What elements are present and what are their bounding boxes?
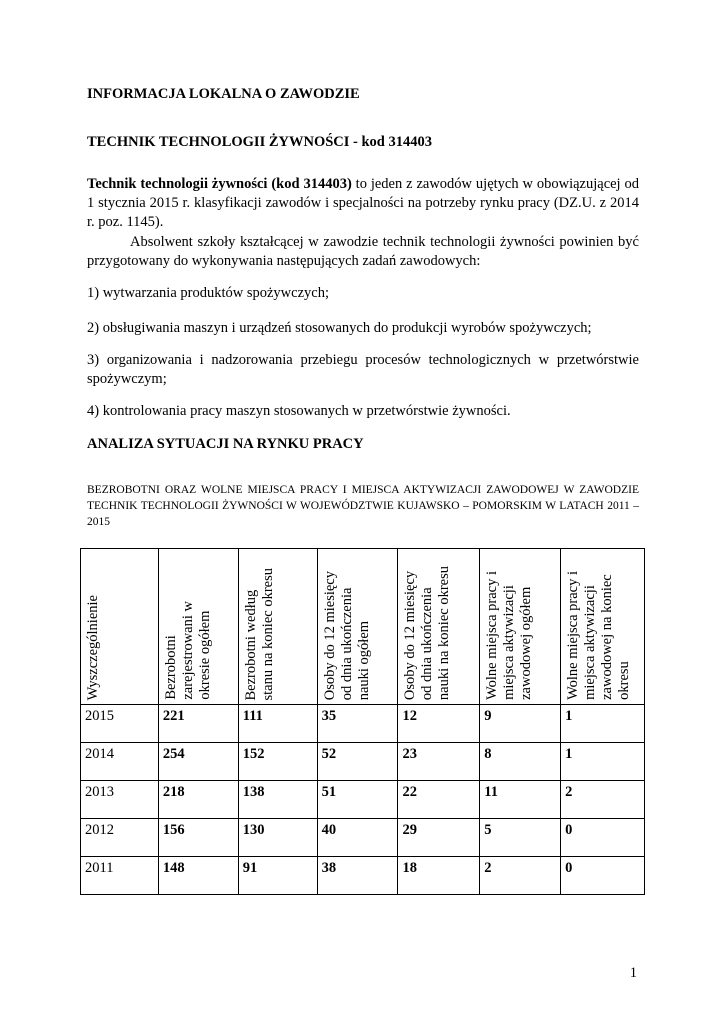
value-cell: 148 xyxy=(158,857,238,895)
value-cell: 52 xyxy=(317,743,398,781)
table-header-row xyxy=(81,549,645,705)
column-header xyxy=(81,549,159,705)
section-title: ANALIZA SYTUACJI NA RYNKU PRACY xyxy=(87,436,364,452)
column-header-line: od dnia ukończenia xyxy=(419,587,436,700)
graduate-paragraph: Absolwent szkoły kształcącej w zawodzie technik technologii żywności powinien być przygotowany do wykonywania następujących zadań zawodowych: xyxy=(87,234,639,269)
column-header xyxy=(398,549,480,705)
value-cell: 51 xyxy=(317,781,398,819)
value-cell: 111 xyxy=(238,705,317,743)
value-cell: 40 xyxy=(317,819,398,857)
value-cell: 22 xyxy=(398,781,480,819)
task-item: 1) wytwarzania produktów spożywczych; xyxy=(87,285,329,301)
column-header-line: miejsca aktywizacji xyxy=(582,585,599,700)
value-cell: 91 xyxy=(238,857,317,895)
value-cell: 38 xyxy=(317,857,398,895)
table-row xyxy=(81,705,645,743)
task-item: 2) obsługiwania maszyn i urządzeń stosowanych do produkcji wyrobów spożywczych; xyxy=(87,320,592,336)
table-caption: BEZROBOTNI ORAZ WOLNE MIEJSCA PRACY I MIEJSCA AKTYWIZACJI ZAWODOWEJ W ZAWODZIE TECHNIK TECHNOLOGII ŻYWNOŚCI W WOJEWÓDZTWIE KUJAWSKO – POMORSKIM W LATACH 2011 – 2015 xyxy=(87,484,639,528)
column-header-label xyxy=(402,566,453,700)
column-header xyxy=(158,549,238,705)
value-cell: 254 xyxy=(158,743,238,781)
column-header-line: zawodowej na koniec xyxy=(599,574,616,700)
year-cell: 2014 xyxy=(81,743,159,781)
document-title: INFORMACJA LOKALNA O ZAWODZIE xyxy=(87,86,360,102)
column-header-label xyxy=(484,571,535,700)
column-header-line: nauki ogółem xyxy=(355,620,372,700)
value-cell: 0 xyxy=(561,819,645,857)
value-cell: 12 xyxy=(398,705,480,743)
value-cell: 35 xyxy=(317,705,398,743)
task-item: 3) organizowania i nadzorowania przebiegu procesów technologicznych w przetwórstwie spożywczym; xyxy=(87,352,639,387)
value-cell: 218 xyxy=(158,781,238,819)
value-cell: 11 xyxy=(480,781,561,819)
column-header-line: okresu xyxy=(616,661,633,700)
column-header-line: od dnia ukończenia xyxy=(338,587,355,700)
value-cell: 138 xyxy=(238,781,317,819)
year-cell: 2013 xyxy=(81,781,159,819)
value-cell: 1 xyxy=(561,743,645,781)
column-header-label xyxy=(322,571,373,700)
year-cell: 2011 xyxy=(81,857,159,895)
column-header-label xyxy=(163,601,214,700)
value-cell: 2 xyxy=(561,781,645,819)
statistics-table xyxy=(80,548,645,895)
intro-rest: to jeden z zawodów ujętych w obowiązującej od 1 stycznia 2015 r. klasyfikacji zawodów i specjalności na potrzeby rynku pracy (DZ.U. z 2014 r. poz. 1145). xyxy=(87,176,639,230)
column-header-label xyxy=(85,595,102,700)
table-row xyxy=(81,781,645,819)
column-header xyxy=(480,549,561,705)
value-cell: 9 xyxy=(480,705,561,743)
column-header-label xyxy=(243,568,277,700)
column-header-line: zarejestrowani w xyxy=(179,601,196,700)
column-header xyxy=(238,549,317,705)
value-cell: 130 xyxy=(238,819,317,857)
column-header xyxy=(561,549,645,705)
value-cell: 0 xyxy=(561,857,645,895)
column-header-line: Osoby do 12 miesięcy xyxy=(321,570,338,700)
value-cell: 1 xyxy=(561,705,645,743)
column-header-line: zawodowej ogółem xyxy=(518,586,535,700)
column-header-line: miejsca aktywizacji xyxy=(501,585,518,700)
page-number: 1 xyxy=(629,965,637,981)
value-cell: 23 xyxy=(398,743,480,781)
value-cell: 2 xyxy=(480,857,561,895)
document-subtitle: TECHNIK TECHNOLOGII ŻYWNOŚCI - kod 314403 xyxy=(87,134,432,150)
column-header-line: Wolne miejsca pracy i xyxy=(484,571,501,700)
column-header-line: Wyszczególnienie xyxy=(85,594,101,700)
intro-bold: Technik technologii żywności (kod 314403) xyxy=(87,176,352,192)
year-cell: 2012 xyxy=(81,819,159,857)
column-header-line: Osoby do 12 miesięcy xyxy=(402,570,419,700)
table-row xyxy=(81,819,645,857)
intro-paragraph xyxy=(87,175,639,232)
column-header-line: Wolne miejsca pracy i xyxy=(565,571,582,700)
table-row xyxy=(81,857,645,895)
column-header-label xyxy=(565,571,633,700)
column-header-line: Bezrobotni według xyxy=(242,589,259,700)
value-cell: 18 xyxy=(398,857,480,895)
column-header xyxy=(317,549,398,705)
value-cell: 5 xyxy=(480,819,561,857)
column-header-line: Bezrobotni xyxy=(162,635,179,700)
value-cell: 29 xyxy=(398,819,480,857)
column-header-line: nauki na koniec okresu xyxy=(436,565,453,700)
value-cell: 221 xyxy=(158,705,238,743)
task-item: 4) kontrolowania pracy maszyn stosowanych w przetwórstwie żywności. xyxy=(87,403,511,419)
column-header-line: stanu na koniec okresu xyxy=(259,567,276,700)
value-cell: 152 xyxy=(238,743,317,781)
value-cell: 8 xyxy=(480,743,561,781)
year-cell: 2015 xyxy=(81,705,159,743)
column-header-line: okresie ogółem xyxy=(196,611,213,700)
table-row xyxy=(81,743,645,781)
value-cell: 156 xyxy=(158,819,238,857)
